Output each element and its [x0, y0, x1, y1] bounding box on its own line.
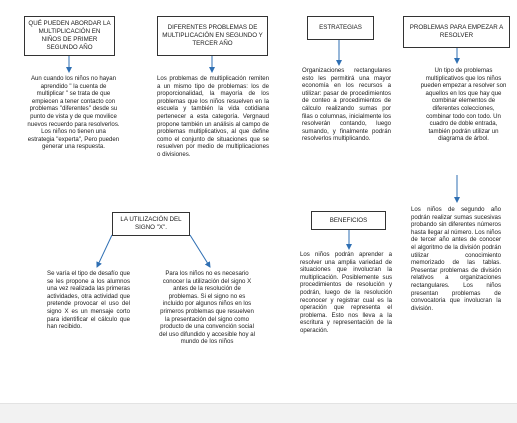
text-que-pueden-abordar: Aun cuando los niños no hayan aprendido " la cuenta de multiplicar " se trata de que empiecen a tener contacto con problemas "diferentes" desde su punto de vista y de que movilice nuevos recuerdo para resolverlos. Los niños no tienen una estrategia "experta", Pero pueden generar una respuesta.	[27, 75, 120, 151]
arrow-b5-t5	[97, 235, 112, 267]
box-problemas-para-empezar: PROBLEMAS PARA EMPEZAR A RESOLVER	[403, 16, 510, 48]
text-problemas-para-empezar: Un tipo de problemas multiplicativos que los niños pueden empezar a resolver son aquellos en los que hay que combinar elementos de diferentes colecciones, combinar todo con todo. Un cuadro de doble entrada, también podrán utilizar un diagrama de árbol.	[420, 67, 507, 143]
text-estrategias: Organizaciones rectangulares esto les permitirá una mayor economía en los recursos a utilizar: pasar de procedimientos de conteo a procedimientos de cálculo realizando sumas por filas o columnas, inicialmente los resolverán contando, luego sumando, y finalmente podrán resolverlos multiplicando.	[302, 67, 391, 143]
arrow-b5-t6	[190, 235, 210, 267]
text-diferentes-problemas: Los problemas de multiplicación remiten a un mismo tipo de problemas: los de proporcionalidad, la mayoría de los problemas que los niños resuelven en la escuela y también la vida cotidiana pertenecer a esta categoría. Vergnaud propone también un análisis al campo de problemas multiplicativos, al que define como el conjunto de situaciones que se resuelven por medio de multiplicaciones o divisiones.	[157, 75, 269, 158]
bottom-bar	[0, 403, 517, 423]
box-utilizacion-signo-x: LA UTILIZACIÓN DEL SIGNO "X".	[112, 212, 190, 236]
box-beneficios: BENEFICIOS	[311, 211, 386, 230]
box-que-pueden-abordar: QUÉ PUEDEN ABORDAR LA MULTIPLICACIÓN EN NIÑOS DE PRIMER SEGUNDO AÑO	[24, 16, 115, 56]
box-estrategias: ESTRATEGIAS	[307, 16, 374, 40]
text-ninos-segundo-tercer-ano: Los niños de segundo año podrán realizar sumas sucesivas probando sin diferentes números hasta llegar al número. Los niños de tercer año antes de conocer el algoritmo de la división podrán utilizar conocimiento memorizado de las tablas. Presentar problemas de división relativos a organizaciones rectangulares. Los niños presentan problemas de convocatoria que involucran la división.	[411, 206, 501, 312]
text-utilizacion-signo-x-b: Para los niños no es necesario conocer la utilización del signo X antes de la resolución de problemas. Si el signo no es incluido por algunos niños en los primeros problemas que resuelven la presentación del signo como producto de una convención social del uso difundido y accesible hoy al mundo de los niños	[159, 270, 255, 346]
box-diferentes-problemas: DIFERENTES PROBLEMAS DE MULTIPLICACIÓN EN SEGUNDO Y TERCER AÑO	[157, 16, 268, 56]
text-beneficios: Los niños podrán aprender a resolver una amplia variedad de situaciones que involucran la multiplicación. Posiblemente sus procedimientos de resolución y podrán, luego de la resolución reconocer y registrar cual es la operación que representa el problema. Esto nos lleva a la escritura y representación de la operación.	[300, 251, 392, 334]
text-utilizacion-signo-x-a: Se varía el tipo de desafío que se les propone a los alumnos una vez realizada las primeras actividades, otra actividad que pretende provocar el uso del signo X es un mensaje corto para identificar el cálculo que han recibido.	[47, 270, 130, 331]
